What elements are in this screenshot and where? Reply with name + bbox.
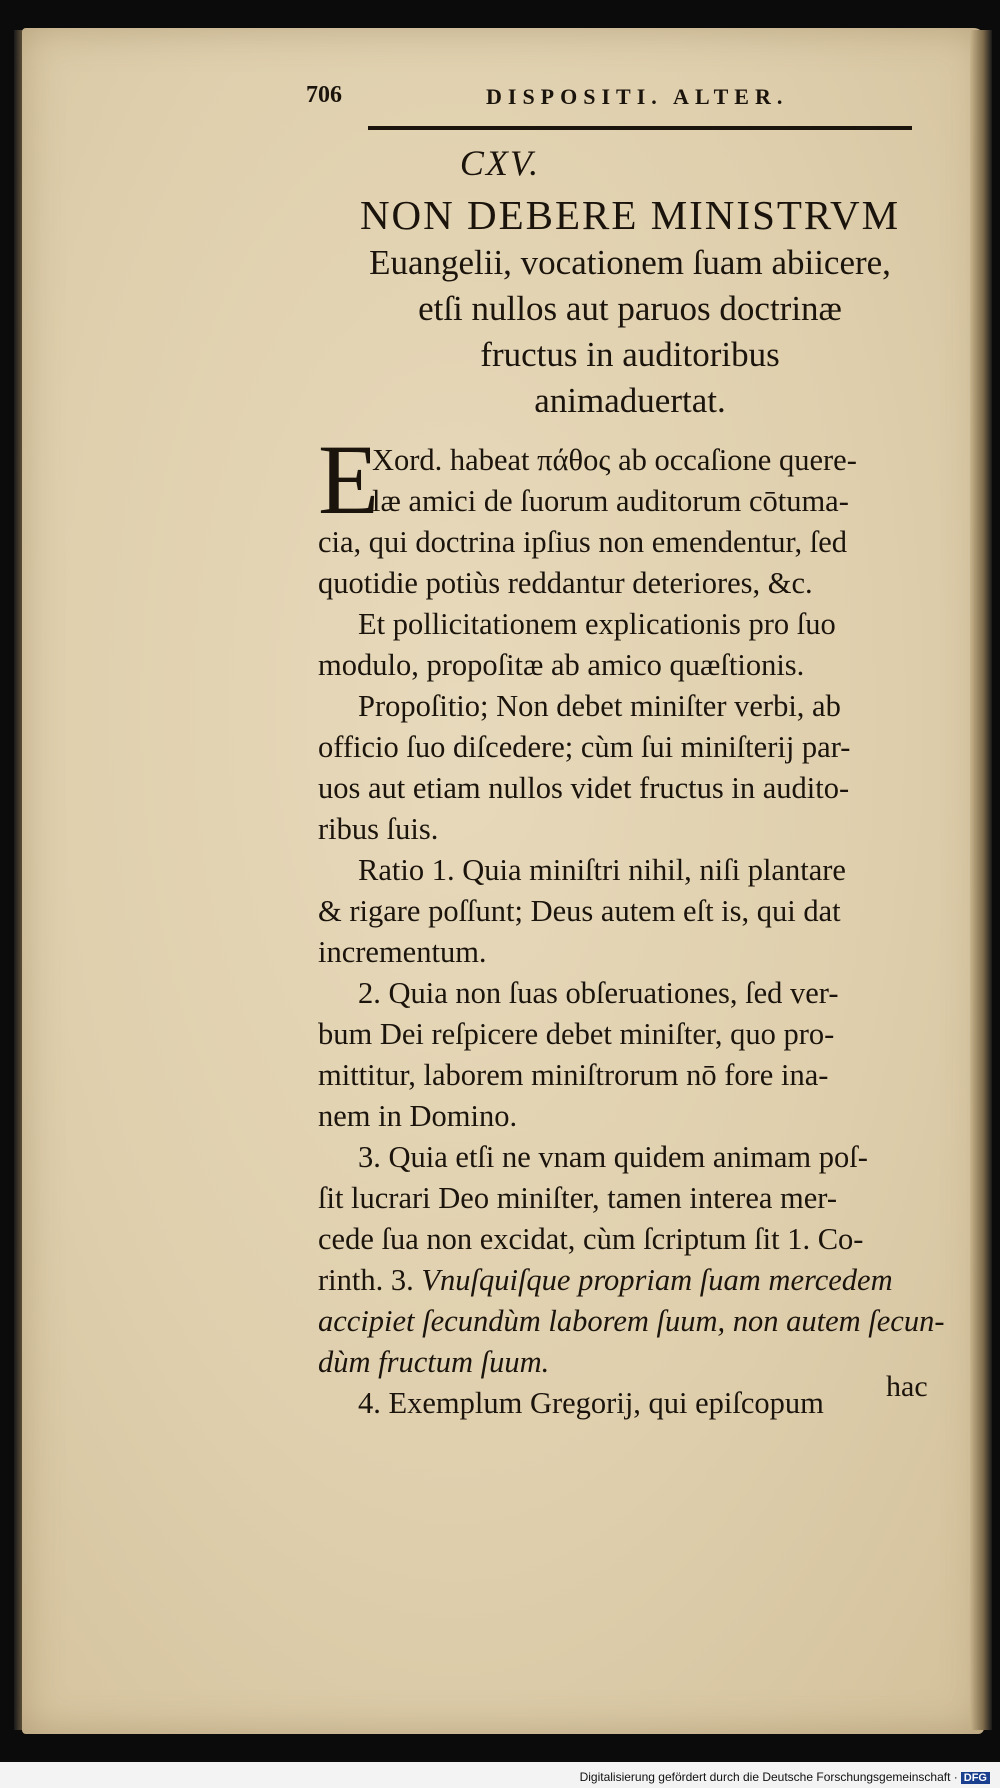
- headline-line: fructus in auditoribus: [480, 335, 780, 374]
- text-line: officio ſuo diſcedere; cùm ſui miniſterij par-: [318, 730, 851, 764]
- footer-text: Digitalisierung gefördert durch die Deutsche Forschungsgemeinschaft ·: [579, 1770, 958, 1784]
- text-line: quotidie potiùs reddantur deteriores, &c.: [318, 566, 813, 600]
- text-line: incrementum.: [318, 935, 487, 969]
- paragraph-ratio-1: [318, 850, 946, 973]
- paragraph-ratio-3: [318, 1137, 946, 1383]
- text-fragment: rinth. 3.: [318, 1263, 414, 1297]
- text-line: 4. Exemplum Gregorij, qui epiſcopum: [358, 1386, 824, 1420]
- text-line: Et pollicitationem explicationis pro ſuo: [358, 607, 836, 641]
- head-rule: [368, 126, 912, 130]
- paragraph-promise: [318, 604, 946, 686]
- chapter-headline: [300, 190, 960, 424]
- headline-caps-line: NON DEBERE MINISTRVM: [359, 192, 901, 238]
- digitization-footer: [580, 1770, 990, 1784]
- drop-cap: E: [318, 424, 380, 535]
- text-line: læ amici de ſuorum auditorum cōtuma-: [372, 484, 849, 518]
- catchword: hac: [886, 1370, 928, 1403]
- paragraph-propositio: [318, 686, 946, 850]
- text-line: cede ſua non excidat, cùm ſcriptum ſit 1. Co-: [318, 1222, 864, 1256]
- chapter-number: CXV.: [459, 143, 541, 183]
- text-line: mittitur, laborem miniſtrorum nō fore ina-: [318, 1058, 829, 1092]
- scripture-quote: Vnuſquiſque propriam ſuam mercedem: [421, 1263, 893, 1297]
- text-line: nem in Domino.: [318, 1099, 518, 1133]
- paragraph-ratio-2: [318, 973, 946, 1137]
- scripture-quote-line: accipiet ſecundùm laborem ſuum, non autem ſecun-: [318, 1304, 945, 1338]
- page-edge-right: [970, 30, 992, 1730]
- text-line: [318, 1260, 946, 1301]
- text-line: Propoſitio; Non debet miniſter verbi, ab: [358, 689, 841, 723]
- text-line: uos aut etiam nullos videt fructus in audito-: [318, 771, 850, 805]
- headline-line: etſi nullos aut paruos doctrinæ: [418, 289, 842, 328]
- text-line: ſit lucrari Deo miniſter, tamen interea mer-: [318, 1181, 837, 1215]
- text-line: modulo, propoſitæ ab amico quæſtionis.: [318, 648, 805, 682]
- dfg-logo: DFG: [961, 1772, 990, 1784]
- text-line: cia, qui doctrina ipſius non emendentur, ſed: [318, 525, 847, 559]
- text-line: Ratio 1. Quia miniſtri nihil, niſi plantare: [358, 853, 846, 887]
- running-head: [306, 82, 946, 118]
- paragraph-ratio-4: [318, 1383, 946, 1424]
- headline-line: Euangelii, vocationem ſuam abiicere,: [369, 243, 891, 282]
- page-number: 706: [306, 82, 342, 108]
- paragraph-exordium: [318, 424, 946, 604]
- running-head-title: DISPOSITI. ALTER.: [486, 84, 789, 109]
- text-line: 3. Quia etſi ne vnam quidem animam poſ-: [358, 1140, 868, 1174]
- headline-line: animaduertat.: [534, 381, 726, 420]
- text-line: Xord. habeat πάθος ab occaſione quere-: [372, 443, 857, 477]
- text-line: & rigare poſſunt; Deus autem eſt is, qui dat: [318, 894, 841, 928]
- text-line: 2. Quia non ſuas obſeruationes, ſed ver-: [358, 976, 839, 1010]
- scripture-quote-line: dùm fructum ſuum.: [318, 1345, 550, 1379]
- text-line: ribus ſuis.: [318, 812, 439, 846]
- body-text: [318, 424, 946, 1424]
- text-line: bum Dei reſpicere debet miniſter, quo pro-: [318, 1017, 835, 1051]
